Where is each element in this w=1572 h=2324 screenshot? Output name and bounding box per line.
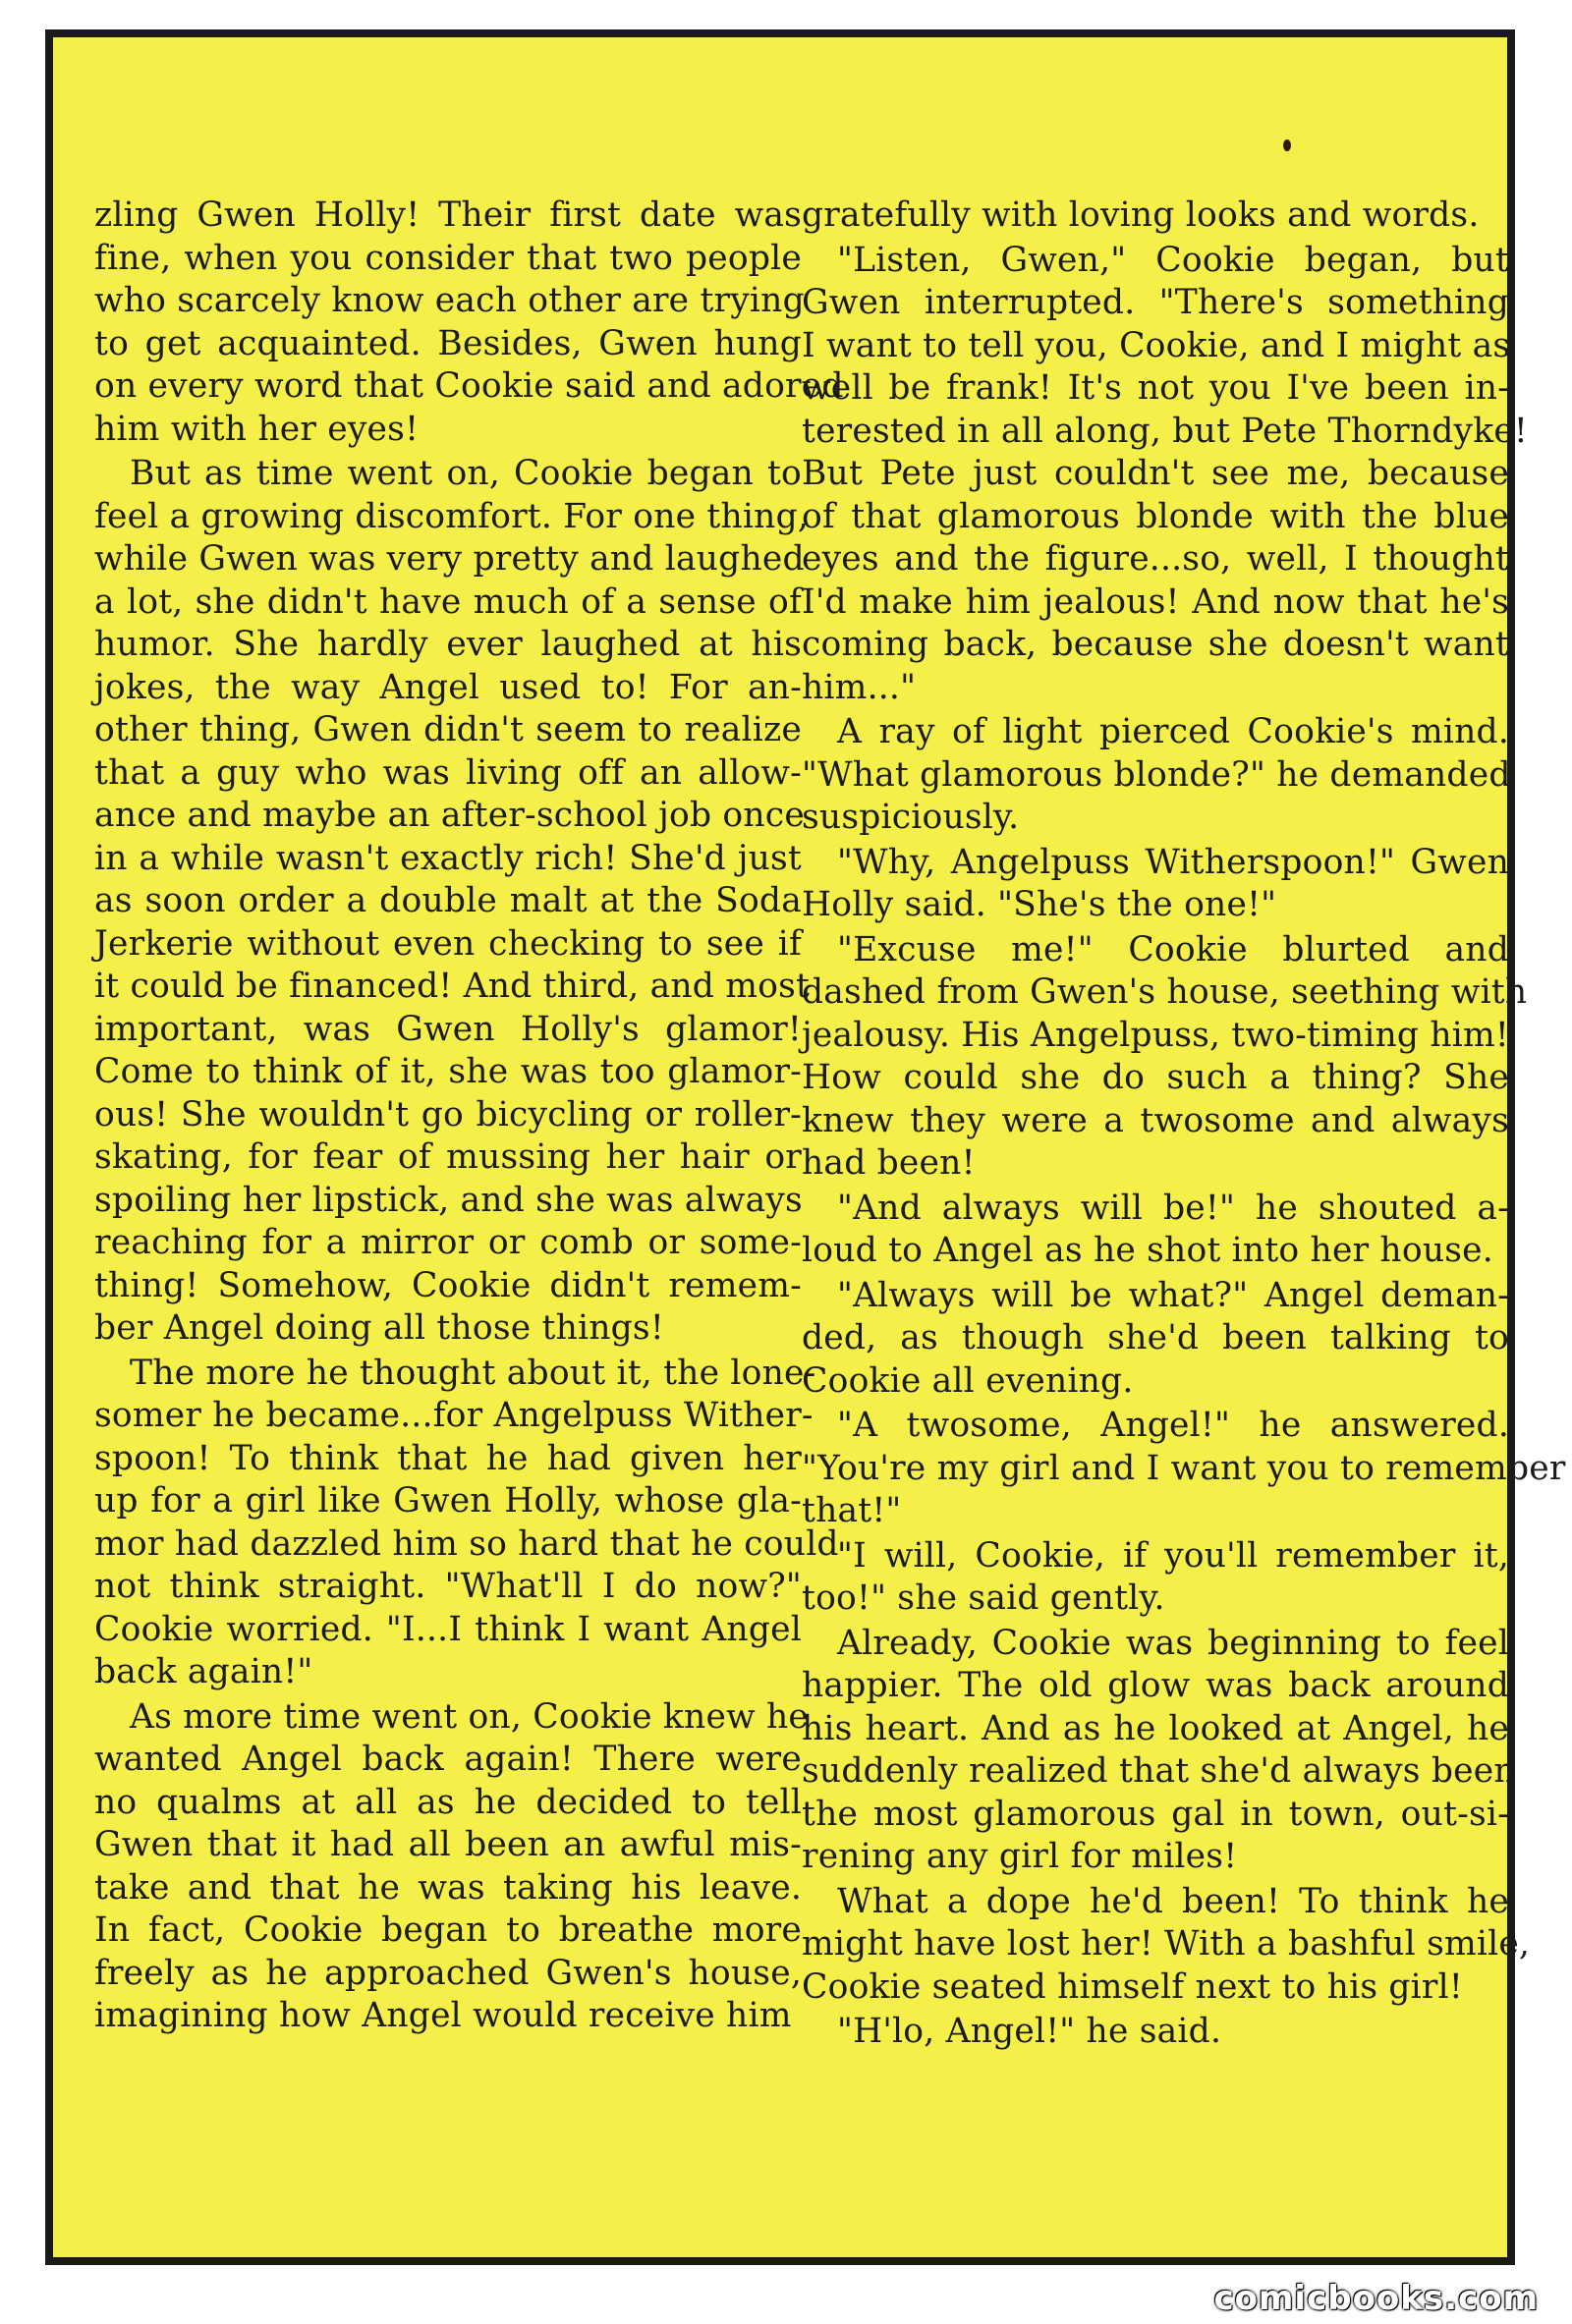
story-line: might have lost her! With a bashful smile, [802,1924,1531,1964]
story-line: while Gwen was very pretty and laughed [94,539,805,579]
story-line: feel a growing discomfort. For one thing, [94,496,810,536]
story-paragraph [802,1405,1566,1533]
story-line: important, was Gwen Holly's glamor! [94,1009,802,1049]
story-line: thing! Somehow, Cookie didn't remem- [94,1265,802,1305]
story-line: ber Angel doing all those things! [94,1308,664,1348]
story-line: of that glamorous blonde with the blue [802,496,1509,536]
story-paragraph [94,1696,810,2038]
story-line: A ray of light pierced Cookie's mind. [837,712,1509,751]
story-line: eyes and the figure...so, well, I thought [802,539,1509,579]
story-line: In fact, Cookie began to breathe more [94,1910,802,1950]
story-line: rening any girl for miles! [802,1837,1238,1876]
story-line: "Why, Angelpuss Witherspoon!" Gwen [837,842,1509,882]
story-line: to get acquainted. Besides, Gwen hung [94,323,802,363]
story-line: not think straight. "What'll I do now?" [94,1567,802,1606]
story-line: ance and maybe an after-school job once [94,796,805,835]
story-line: Holly said. "She's the one!" [802,885,1277,924]
story-line: How could she do such a thing? She [802,1058,1509,1097]
story-line: dashed from Gwen's house, seething with [802,972,1528,1012]
story-line: up for a girl like Gwen Holly, whose gla- [94,1481,802,1521]
story-line: wanted Angel back again! There were [94,1740,802,1779]
text-column-left [94,194,844,2038]
story-paragraph [802,842,1509,927]
story-paragraph [802,1535,1509,1621]
story-line: knew they were a twosome and always [802,1100,1509,1140]
story-line: "Listen, Gwen," Cookie began, but [837,240,1509,280]
story-line: "Always will be what?" Angel deman- [837,1275,1509,1315]
story-paragraph [802,1881,1531,2010]
story-paragraph [802,929,1528,1186]
story-line: ded, as though she'd been talking to [802,1318,1509,1357]
story-line: terested in all along, but Pete Thorndyke! [802,411,1528,451]
story-paragraph [802,240,1528,710]
story-line: jokes, the way Angel used to! For an- [94,667,802,707]
story-paragraph [94,194,844,451]
story-line: him..." [802,667,917,707]
story-paragraph [802,1275,1509,1404]
story-line: on every word that Cookie said and adored [94,366,844,406]
story-line: take and that he was taking his leave. [94,1867,802,1908]
story-line: loud to Angel as he shot into her house. [802,1231,1493,1270]
story-line: no qualms at all as he decided to tell [94,1782,802,1822]
story-paragraph [802,194,1509,238]
story-line: well be frank! It's not you I've been in- [802,368,1509,408]
story-line: somer he became...for Angelpuss Wither- [94,1396,814,1435]
story-line: who scarcely know each other are trying [94,281,805,320]
story-line: Gwen interrupted. "There's something [802,283,1509,322]
story-line: "What glamorous blonde?" he demanded [802,754,1511,795]
story-line: happier. The old glow was back around [802,1666,1509,1705]
story-line: coming back, because she doesn't want [802,625,1509,664]
story-line: "I will, Cookie, if you'll remember it, [837,1535,1509,1576]
story-line: as soon order a double malt at the Soda [94,881,802,920]
ink-speck [1283,139,1291,151]
story-line: "And always will be!" he shouted a- [837,1188,1509,1228]
story-line: Already, Cookie was beginning to feel [837,1623,1509,1663]
story-line: suspiciously. [802,798,1020,837]
story-line: Cookie worried. "I...I think I want Angel [94,1609,802,1649]
story-line: Cookie all evening. [802,1360,1134,1401]
story-line: spoiling her lipstick, and she was always [94,1180,803,1220]
story-line: that a guy who was living off an allow- [94,752,802,793]
story-line: it could be financed! And third, and most [94,967,811,1006]
story-line: I want to tell you, Cookie, and I might as [802,325,1511,365]
story-panel [45,29,1566,2265]
story-line: mor had dazzled him so hard that he could [94,1523,839,1564]
story-line: spoon! To think that he had given her [94,1438,802,1478]
story-line: "Excuse me!" Cookie blurted and [837,929,1509,969]
story-line: The more he thought about it, the lone- [130,1353,816,1393]
story-line: freely as he approached Gwen's house, [94,1953,802,1993]
story-paragraph [802,1188,1509,1273]
story-line: I'd make him jealous! And now that he's [802,581,1509,622]
story-line: him with her eyes! [94,409,420,449]
story-line: skating, for fear of mussing her hair or [94,1137,802,1177]
story-line: too!" she said gently. [802,1578,1165,1618]
story-line: zling Gwen Holly! Their first date was [94,195,802,235]
story-line: "You're my girl and I want you to remember [802,1448,1566,1488]
story-line: a lot, she didn't have much of a sense of [94,581,802,622]
story-line: Come to think of it, she was too glamor- [94,1052,802,1091]
text-column-right [802,194,1566,2054]
story-line: "A twosome, Angel!" he answered. [837,1406,1509,1445]
story-line: imagining how Angel would receive him [94,1996,792,2035]
story-line: in a while wasn't exactly rich! She'd just [94,838,802,878]
story-line: As more time went on, Cookie knew he [130,1696,810,1737]
story-line: fine, when you consider that two people [94,238,802,278]
story-line: gratefully with loving looks and words. [802,195,1480,235]
story-paragraph [802,1623,1516,1879]
story-line: jealousy. His Angelpuss, two-timing him! [802,1015,1509,1055]
story-line: Gwen that it had all been an awful mis- [94,1825,802,1864]
story-line: that!" [802,1491,902,1530]
story-line: ous! She wouldn't go bicycling or roller- [94,1094,802,1134]
story-line: the most glamorous gal in town, out-si- [802,1794,1509,1834]
story-line: reaching for a mirror or comb or some- [94,1223,802,1262]
story-paragraph [802,711,1509,840]
story-paragraph [94,1353,839,1694]
story-line: Jerkerie without even checking to see if [94,923,802,964]
story-line: humor. She hardly ever laughed at his [94,625,802,664]
story-line: But as time went on, Cookie began to [130,454,802,493]
story-line: suddenly realized that she'd always been [802,1751,1516,1791]
story-line: had been! [802,1143,976,1183]
story-line: Cookie seated himself next to his girl! [802,1966,1463,2007]
site-watermark: comicbooks.com [1213,2279,1539,2318]
story-line: his heart. And as he looked at Angel, he [802,1708,1509,1748]
story-line: other thing, Gwen didn't seem to realize [94,710,802,749]
story-paragraph [94,453,811,1351]
story-line: But Pete just couldn't see me, because [802,454,1509,493]
story-paragraph [802,2011,1509,2054]
story-line: back again!" [94,1652,313,1691]
story-line: What a dope he'd been! To think he [837,1881,1509,1921]
story-line: "H'lo, Angel!" he said. [837,2012,1222,2051]
